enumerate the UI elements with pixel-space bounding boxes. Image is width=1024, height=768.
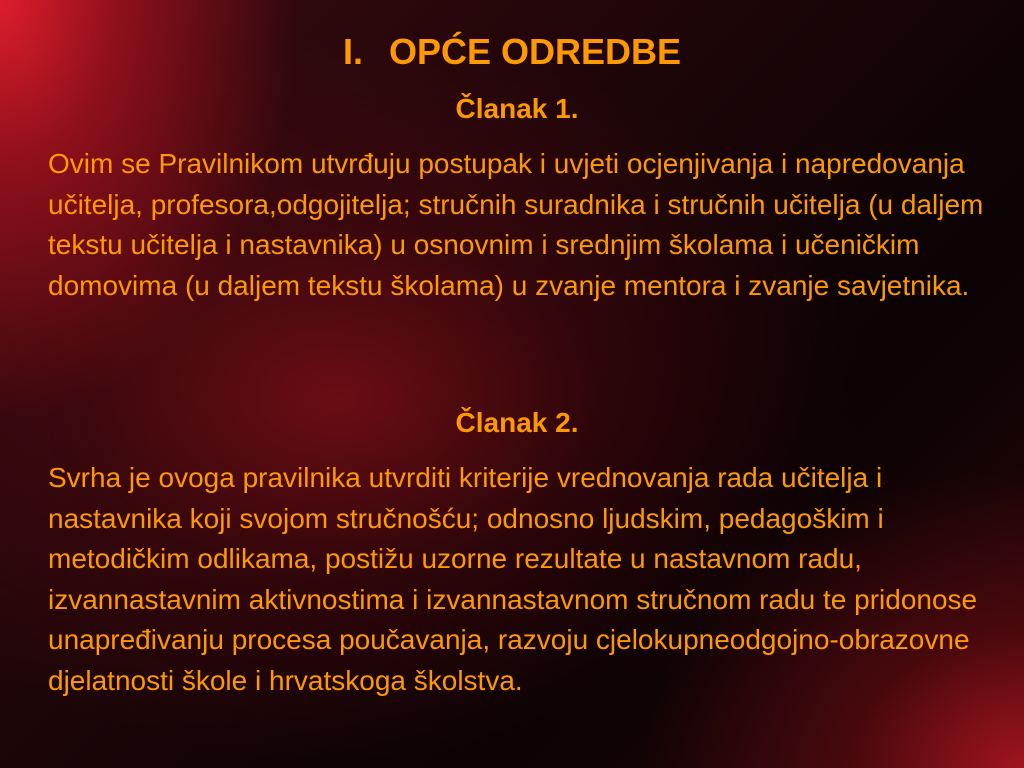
article-2-text: Svrha je ovoga pravilnika utvrditi kriterije vrednovanja rada učitelja i nastavnika koji svojom stručnošću; odnosno ljudskim, pedagoškim i metodičkim odlikama, postižu uzorne rezultate u nastavnom radu, izvannastavnim aktivnostima i izvannastavnom stručnom radu te pridonose unapređivanju procesa poučavanja, razvoju cjelokupneodgojno-obrazovne djelatnosti škole i hrvatskoga školstva.	[48, 462, 978, 696]
slide-title	[0, 30, 1024, 74]
article-1-heading: Članak 1.	[455, 93, 579, 124]
article-2-heading: Članak 2.	[455, 407, 579, 438]
article-1-text: Ovim se Pravilnikom utvrđuju postupak i uvjeti ocjenjivanja i napredovanja učitelja, profesora,odgojitelja; stručnih suradnika i stručnih učitelja (u daljem tekstu učitelja i nastavnika) u osnovnim i srednjim školama i učeničkim domovima (u daljem tekstu školama) u zvanje mentora i zvanje savjetnika.	[48, 148, 984, 301]
title-number: I.	[342, 31, 363, 72]
title-text: OPĆE ODREDBE	[388, 31, 682, 72]
